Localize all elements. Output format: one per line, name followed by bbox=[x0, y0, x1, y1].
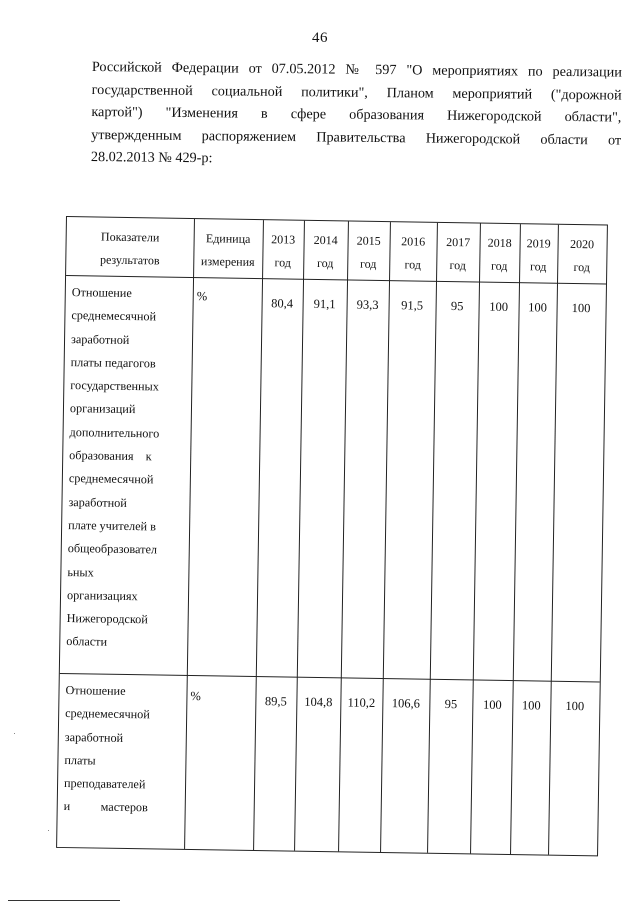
indicator-line: организациях bbox=[66, 587, 138, 604]
header-text: 2016 bbox=[401, 234, 426, 249]
indicator-line: заработной bbox=[70, 331, 130, 347]
header-year-2018 bbox=[479, 232, 520, 279]
indicator-line: платы bbox=[64, 752, 96, 768]
row1-value-2016: 91,5 bbox=[401, 298, 424, 313]
header-text: год bbox=[490, 258, 508, 273]
header-year-2019 bbox=[519, 232, 558, 279]
intro-line: Российской Федерации от 07.05.2012 № 597 "О мероприятиях по реализации bbox=[91, 58, 622, 81]
header-text: год bbox=[359, 256, 377, 271]
indicator-line: дополнительного bbox=[69, 424, 160, 441]
row1-unit: % bbox=[196, 289, 208, 304]
header-text: 2017 bbox=[446, 234, 471, 250]
header-unit bbox=[193, 227, 263, 274]
header-text: измерения bbox=[200, 254, 255, 269]
indicator-line: Нижегородской bbox=[66, 611, 148, 627]
indicator-line: плате учителей в bbox=[68, 518, 157, 534]
row1-value-2017: 95 bbox=[450, 299, 464, 314]
header-text: 2018 bbox=[487, 235, 512, 251]
intro-line: утвержденным распоряжением Правительства Нижегородской области от bbox=[91, 126, 622, 149]
row2-value-2020: 100 bbox=[565, 698, 585, 714]
indicators-table bbox=[56, 216, 608, 856]
indicator-line: общеобразовател bbox=[67, 541, 158, 557]
row1-indicator bbox=[66, 281, 190, 656]
row2-value-2015: 110,2 bbox=[347, 695, 376, 710]
header-text: 2013 bbox=[271, 232, 296, 247]
header-text: год bbox=[529, 259, 547, 274]
page-number: 46 bbox=[312, 30, 328, 46]
header-text: год bbox=[404, 257, 422, 272]
header-text: год bbox=[274, 255, 292, 270]
row1-value-2019: 100 bbox=[528, 300, 548, 315]
indicator-line: заработной bbox=[68, 494, 127, 510]
indicator-line: заработной bbox=[64, 729, 124, 745]
header-text: 2020 bbox=[570, 236, 595, 252]
row1-value-2013: 80,4 bbox=[271, 296, 294, 311]
header-text: год bbox=[573, 259, 591, 275]
intro-line: государственной социальной политики", Планом мероприятий ("дорожной bbox=[91, 81, 622, 104]
header-year-2016 bbox=[389, 230, 437, 277]
scan-speck bbox=[48, 830, 49, 831]
indicator-line: и мастеров bbox=[63, 799, 148, 815]
indicator-line: Отношение bbox=[71, 285, 132, 301]
row2-indicator bbox=[64, 679, 184, 821]
header-text: 2019 bbox=[526, 236, 551, 251]
header-text: 2015 bbox=[356, 233, 381, 248]
row2-value-2014: 104,8 bbox=[304, 694, 333, 710]
row1-value-2014: 91,1 bbox=[313, 296, 336, 312]
row1-value-2020: 100 bbox=[571, 300, 591, 316]
row2-value-2016: 106,6 bbox=[391, 696, 421, 711]
indicator-line: области bbox=[66, 634, 108, 650]
header-year-2014 bbox=[303, 229, 348, 276]
row2-value-2018: 100 bbox=[482, 697, 502, 712]
header-year-2017 bbox=[436, 231, 480, 278]
row1-value-2015: 93,3 bbox=[356, 297, 379, 312]
header-text: год bbox=[449, 258, 467, 273]
header-year-2013 bbox=[262, 228, 304, 275]
header-indicator bbox=[66, 225, 194, 273]
indicator-line: образования к bbox=[69, 448, 152, 464]
header-text: год bbox=[316, 255, 334, 271]
header-text: Единица bbox=[205, 231, 251, 246]
intro-line: 28.02.2013 № 429-р: bbox=[90, 148, 213, 167]
row2-value-2013: 89,5 bbox=[264, 694, 287, 709]
header-text: результатов bbox=[99, 252, 160, 268]
indicator-line: Отношение bbox=[65, 683, 126, 698]
header-year-2020 bbox=[557, 233, 607, 280]
row2-value-2017: 95 bbox=[444, 697, 458, 712]
header-year-2015 bbox=[347, 229, 390, 276]
indicator-line: среднемесячной bbox=[65, 706, 150, 722]
intro-line: картой") "Изменения в сфере образования Нижегородской области", bbox=[91, 103, 622, 126]
row2-unit: % bbox=[190, 689, 202, 704]
scan-speck bbox=[14, 733, 15, 734]
intro-paragraph bbox=[91, 56, 622, 174]
indicator-line: преподавателей bbox=[63, 776, 146, 792]
indicator-line: среднемесячной bbox=[68, 471, 154, 487]
row1-value-2018: 100 bbox=[489, 299, 509, 314]
indicator-line: ьных bbox=[67, 564, 94, 580]
indicator-line: среднемесячной bbox=[71, 308, 157, 324]
indicator-line: государственных bbox=[70, 378, 159, 394]
indicator-line: организаций bbox=[69, 401, 136, 417]
header-text: Показатели bbox=[100, 229, 160, 245]
indicator-line: платы педагогов bbox=[70, 354, 156, 371]
row2-value-2019: 100 bbox=[521, 698, 541, 713]
scan-edge-line bbox=[8, 900, 120, 901]
header-text: 2014 bbox=[313, 232, 338, 248]
